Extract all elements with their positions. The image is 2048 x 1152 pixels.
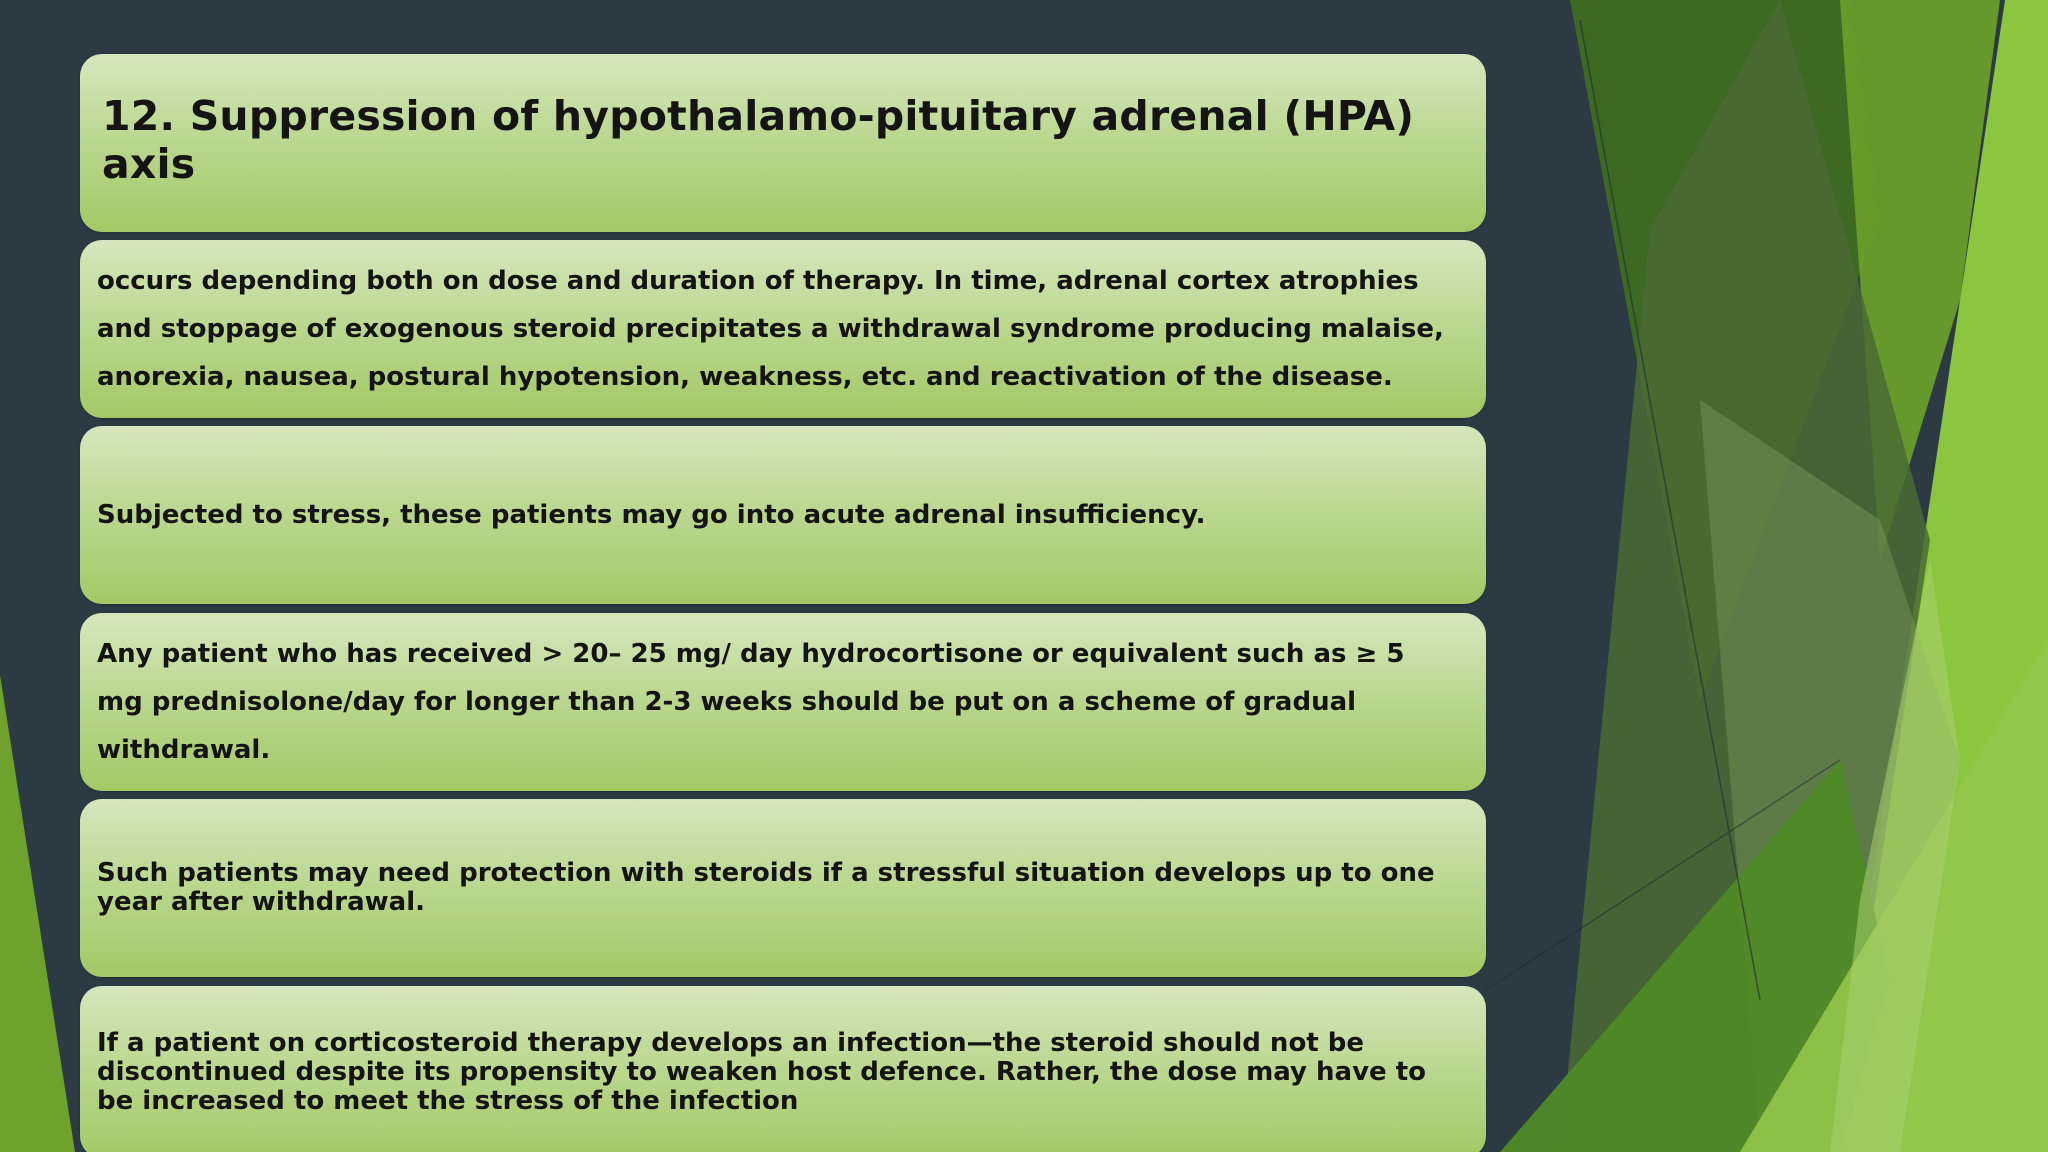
title-box (80, 54, 1486, 232)
content-text-4: Such patients may need protection with steroids if a stressful situation develops up to one year after withdrawal. (97, 858, 1435, 917)
content-box-1 (80, 240, 1486, 418)
content-text-5: If a patient on corticosteroid therapy develops an infection—the steroid should not be discontinued despite its propensity to weaken host defence. Rather, the dose may have to be increased to meet the stress of the infection (97, 1027, 1427, 1116)
left-green-shape (0, 675, 75, 1152)
content-box-2 (80, 426, 1486, 604)
content-text-3: Any patient who has received > 20– 25 mg/ day hydrocortisone or equivalent such as ≥ 5 mg prednisolone/day for longer than 2-3 weeks should be put on a scheme of gradual withdrawal. (97, 639, 1405, 765)
content-box-4 (80, 799, 1486, 977)
content-box-3 (80, 613, 1486, 791)
content-text-2: Subjected to stress, these patients may go into acute adrenal insufficiency. (97, 500, 1206, 530)
content-box-5 (80, 986, 1486, 1152)
slide-title: 12. Suppression of hypothalamo-pituitary adrenal (HPA) axis (102, 92, 1415, 188)
content-text-1: occurs depending both on dose and duration of therapy. In time, adrenal cortex atrophies and stoppage of exogenous steroid precipitates a withdrawal syndrome producing malaise, anorexia, nausea, postural hypotension, weakness, etc. and reactivation of the disease. (97, 266, 1444, 392)
